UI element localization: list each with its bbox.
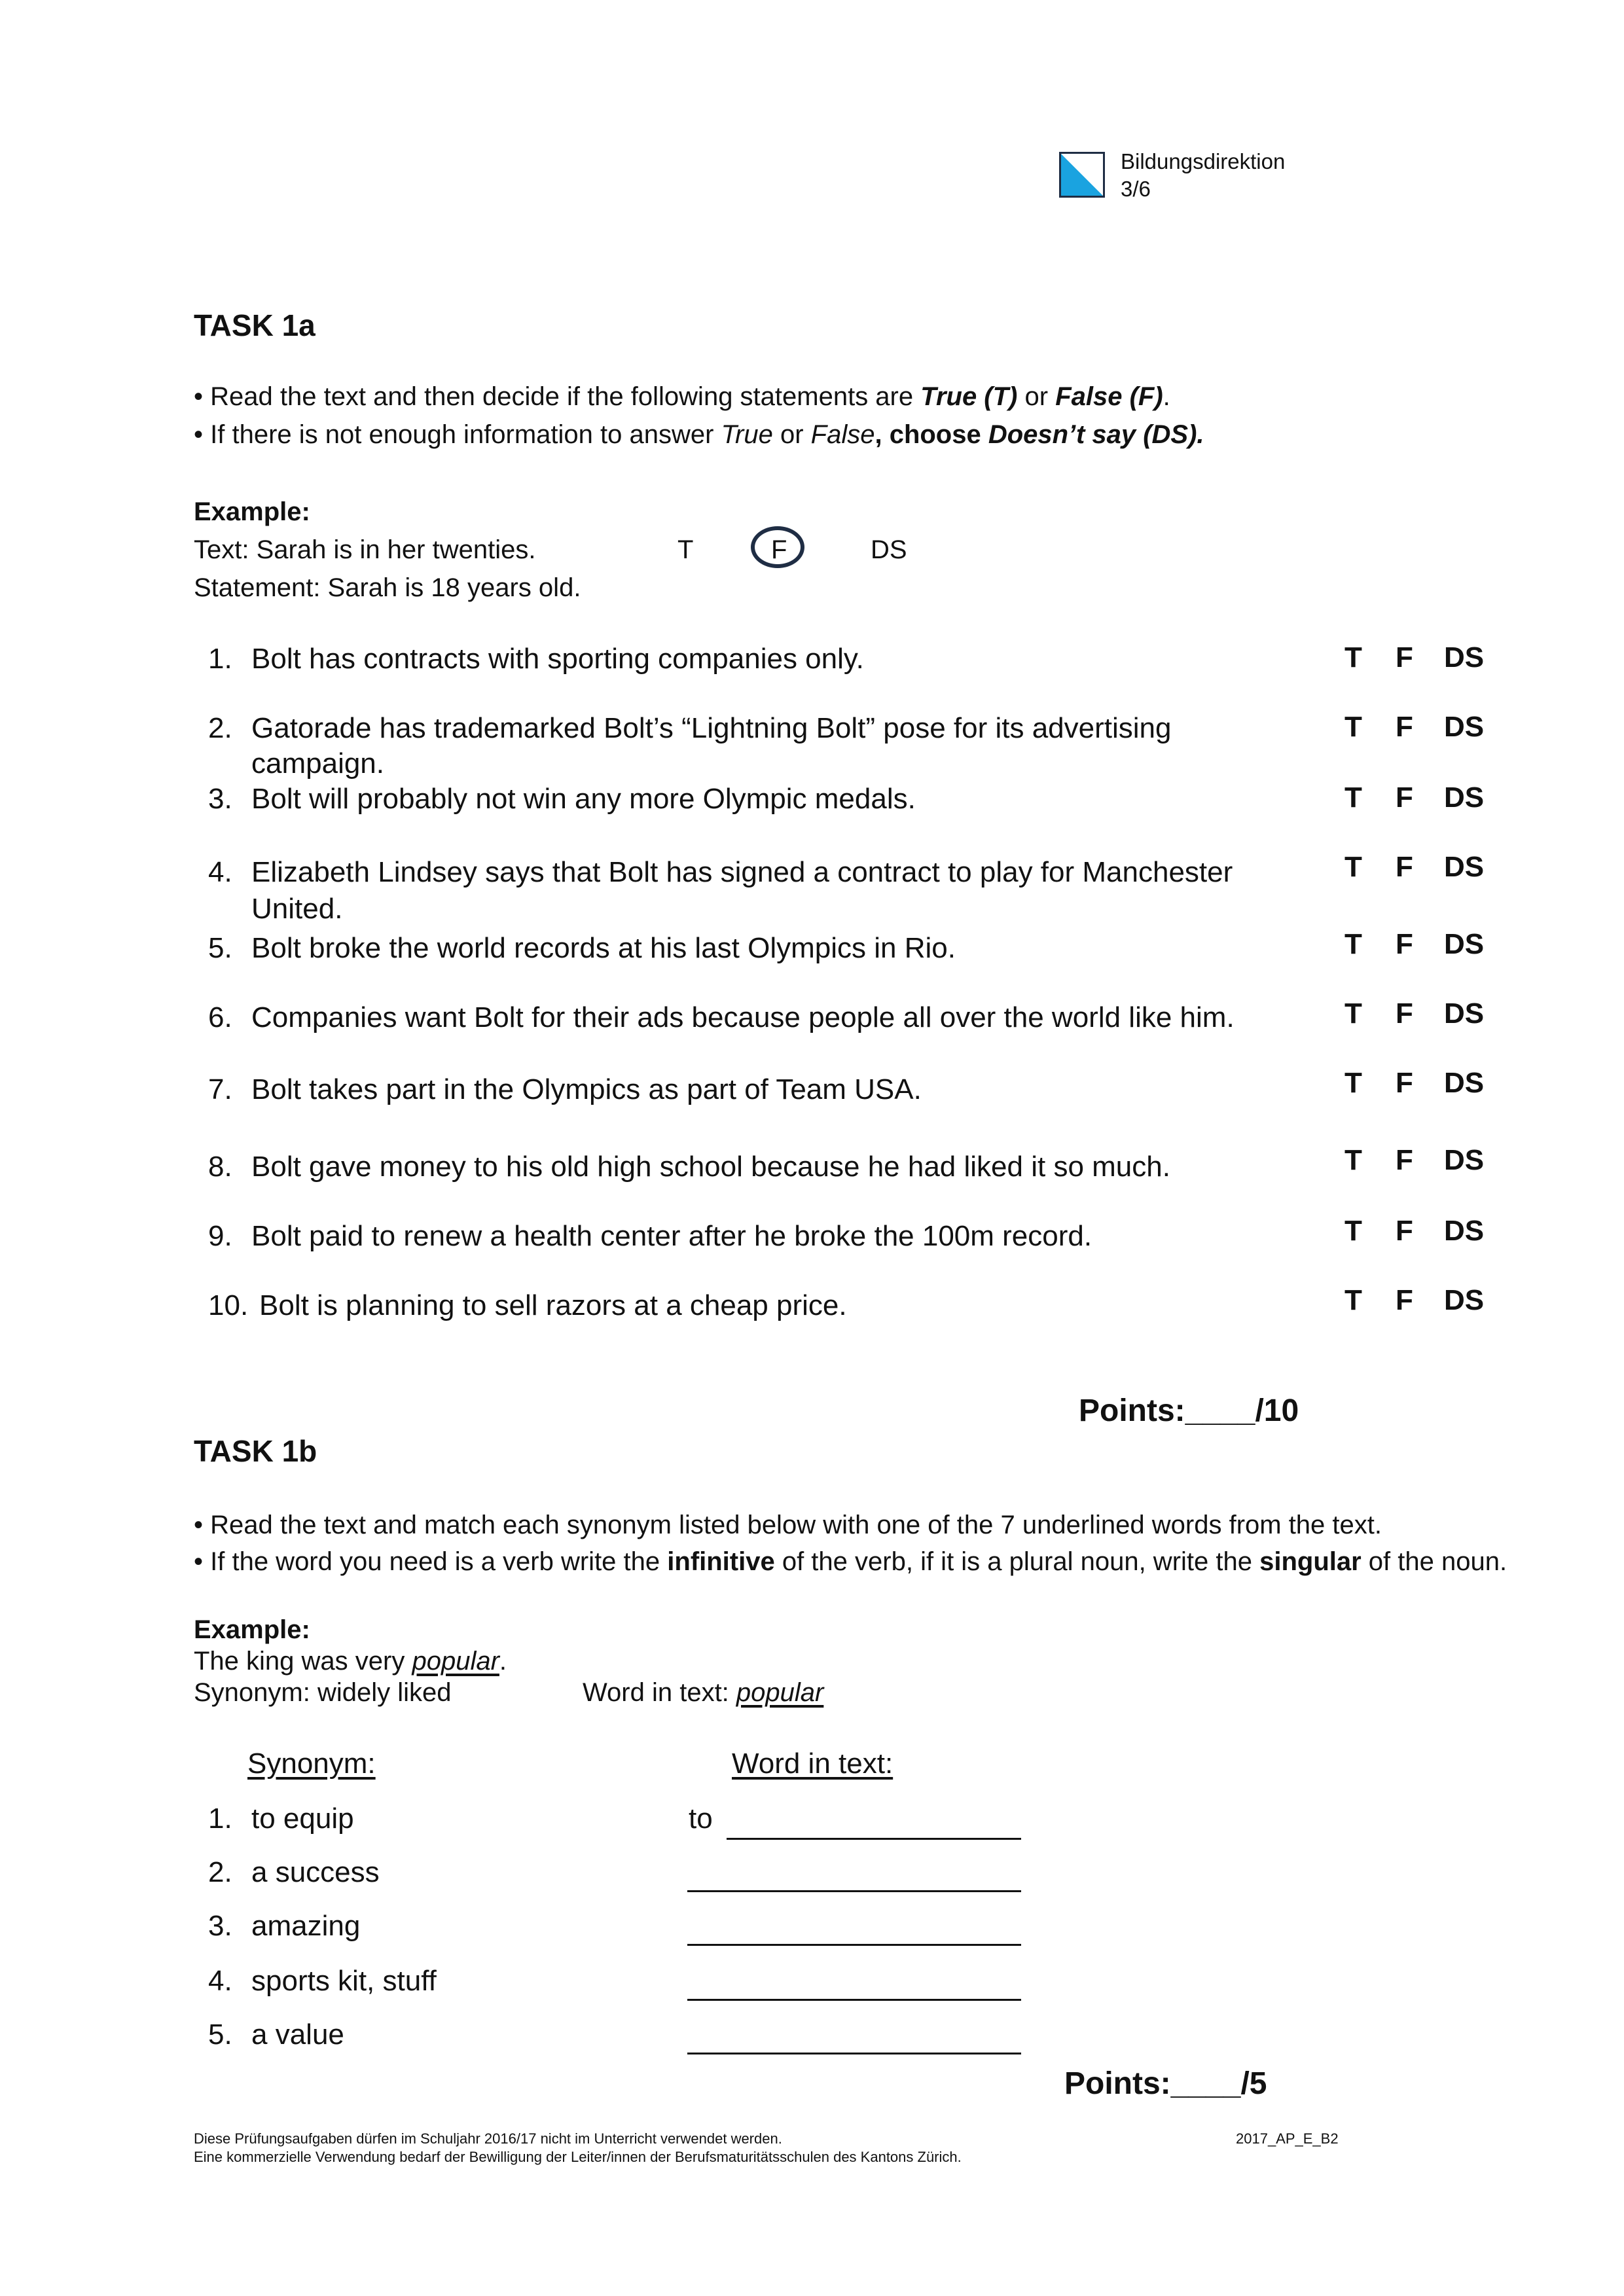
- choice-false[interactable]: F: [1396, 1284, 1413, 1316]
- synonym-number: 2.: [208, 1856, 232, 1888]
- answer-blank[interactable]: [727, 1838, 1021, 1840]
- statement-text: Bolt has contracts with sporting companies only.: [251, 643, 864, 675]
- example-statement: Statement: Sarah is 18 years old.: [194, 573, 581, 602]
- example-option-ds: DS: [871, 535, 907, 564]
- statement-text: Bolt will probably not win any more Olympic medals.: [251, 783, 916, 815]
- statement-text: Elizabeth Lindsey says that Bolt has signed a contract to play for Manchester: [251, 856, 1233, 888]
- choice-false[interactable]: F: [1396, 997, 1413, 1030]
- example-label: Example:: [194, 1615, 310, 1644]
- task1a-instruction-1: • Read the text and then decide if the following statements are True (T) or False (F).: [194, 382, 1170, 411]
- statement-text: Bolt takes part in the Olympics as part of Team USA.: [251, 1073, 922, 1105]
- synonym-number: 4.: [208, 1965, 232, 1997]
- choice-true[interactable]: T: [1344, 997, 1362, 1030]
- statement-number: 9.: [208, 1220, 232, 1252]
- synonym-number: 1.: [208, 1803, 232, 1835]
- org-name: Bildungsdirektion: [1121, 149, 1286, 173]
- statement-text: Bolt gave money to his old high school because he had liked it so much.: [251, 1151, 1170, 1183]
- task1b-points: Points:____/5: [1064, 2066, 1267, 2101]
- answer-prefix: to: [689, 1803, 713, 1835]
- choice-false[interactable]: F: [1396, 928, 1413, 960]
- choice-true[interactable]: T: [1344, 641, 1362, 673]
- synonym-text: amazing: [251, 1910, 361, 1942]
- statement-number: 5.: [208, 932, 232, 964]
- example-word-in-text: Word in text: popular: [583, 1678, 824, 1707]
- choice-true[interactable]: T: [1344, 1144, 1362, 1176]
- choice-false[interactable]: F: [1396, 711, 1413, 743]
- statement-text: Bolt paid to renew a health center after he broke the 100m record.: [251, 1220, 1092, 1252]
- choice-true[interactable]: T: [1344, 1284, 1362, 1316]
- task1b-title: TASK 1b: [194, 1434, 317, 1468]
- statement-text-continued: campaign.: [251, 747, 385, 780]
- answer-blank[interactable]: [687, 2053, 1021, 2054]
- example-option-f: F: [771, 535, 787, 564]
- choice-doesnt-say[interactable]: DS: [1444, 641, 1485, 673]
- synonym-text: sports kit, stuff: [251, 1965, 437, 1997]
- choice-false[interactable]: F: [1396, 1144, 1413, 1176]
- choice-doesnt-say[interactable]: DS: [1444, 711, 1485, 743]
- choice-true[interactable]: T: [1344, 781, 1362, 814]
- synonym-number: 3.: [208, 1910, 232, 1942]
- choice-true[interactable]: T: [1344, 711, 1362, 743]
- example-option-t: T: [677, 535, 694, 564]
- statement-number: 6.: [208, 1001, 232, 1033]
- answer-blank[interactable]: [687, 1999, 1021, 2001]
- choice-false[interactable]: F: [1396, 1067, 1413, 1099]
- choice-false[interactable]: F: [1396, 781, 1413, 814]
- answer-blank[interactable]: [687, 1944, 1021, 1946]
- choice-false[interactable]: F: [1396, 851, 1413, 883]
- choice-true[interactable]: T: [1344, 1067, 1362, 1099]
- footer-line-2: Eine kommerzielle Verwendung bedarf der Bewilligung der Leiter/innen der Berufsmaturitätsschulen des Kantons Zürich.: [194, 2149, 962, 2165]
- statement-number: 1.: [208, 643, 232, 675]
- synonym-text: a value: [251, 2018, 344, 2051]
- example-answer-circle: [751, 526, 804, 568]
- choice-doesnt-say[interactable]: DS: [1444, 781, 1485, 814]
- choice-true[interactable]: T: [1344, 928, 1362, 960]
- choice-false[interactable]: F: [1396, 1215, 1413, 1247]
- statement-number: 10.: [208, 1289, 249, 1321]
- choice-doesnt-say[interactable]: DS: [1444, 1215, 1485, 1247]
- choice-false[interactable]: F: [1396, 641, 1413, 673]
- statement-text-continued: United.: [251, 893, 343, 925]
- choice-doesnt-say[interactable]: DS: [1444, 1144, 1485, 1176]
- example-label: Example:: [194, 497, 310, 526]
- choice-true[interactable]: T: [1344, 1215, 1362, 1247]
- synonym-number: 5.: [208, 2018, 232, 2051]
- example-text: Text: Sarah is in her twenties.: [194, 535, 536, 564]
- choice-doesnt-say[interactable]: DS: [1444, 928, 1485, 960]
- statement-text: Bolt broke the world records at his last Olympics in Rio.: [251, 932, 956, 964]
- page-number: 3/6: [1121, 177, 1151, 201]
- statement-number: 7.: [208, 1073, 232, 1105]
- statement-number: 8.: [208, 1151, 232, 1183]
- task1b-instruction-1: • Read the text and match each synonym listed below with one of the 7 underlined words from the text.: [194, 1511, 1382, 1539]
- statement-text: Bolt is planning to sell razors at a cheap price.: [259, 1289, 847, 1321]
- footer-code: 2017_AP_E_B2: [1236, 2130, 1339, 2147]
- choice-true[interactable]: T: [1344, 851, 1362, 883]
- answer-blank[interactable]: [687, 1890, 1021, 1892]
- statement-number: 2.: [208, 712, 232, 744]
- task1b-instruction-2: • If the word you need is a verb write the infinitive of the verb, if it is a plural noun, write the singular of the noun.: [194, 1547, 1507, 1576]
- example-synonym: Synonym: widely liked: [194, 1678, 452, 1707]
- task1a-title: TASK 1a: [194, 308, 316, 342]
- task1a-points: Points:____/10: [1079, 1393, 1299, 1428]
- column-header-word-in-text: Word in text:: [732, 1748, 893, 1780]
- footer-line-1: Diese Prüfungsaufgaben dürfen im Schuljahr 2016/17 nicht im Unterricht verwendet werden.: [194, 2130, 782, 2147]
- synonym-text: a success: [251, 1856, 380, 1888]
- choice-doesnt-say[interactable]: DS: [1444, 851, 1485, 883]
- canton-logo: [1059, 152, 1105, 198]
- choice-doesnt-say[interactable]: DS: [1444, 1284, 1485, 1316]
- statement-text: Gatorade has trademarked Bolt’s “Lightning Bolt” pose for its advertising: [251, 712, 1172, 744]
- statement-number: 4.: [208, 856, 232, 888]
- statement-text: Companies want Bolt for their ads because people all over the world like him.: [251, 1001, 1235, 1033]
- column-header-synonym: Synonym:: [247, 1748, 376, 1780]
- choice-doesnt-say[interactable]: DS: [1444, 1067, 1485, 1099]
- example-sentence: The king was very popular.: [194, 1647, 507, 1676]
- task1a-instruction-2: • If there is not enough information to answer True or False, choose Doesn’t say (DS).: [194, 420, 1204, 449]
- synonym-text: to equip: [251, 1803, 354, 1835]
- choice-doesnt-say[interactable]: DS: [1444, 997, 1485, 1030]
- statement-number: 3.: [208, 783, 232, 815]
